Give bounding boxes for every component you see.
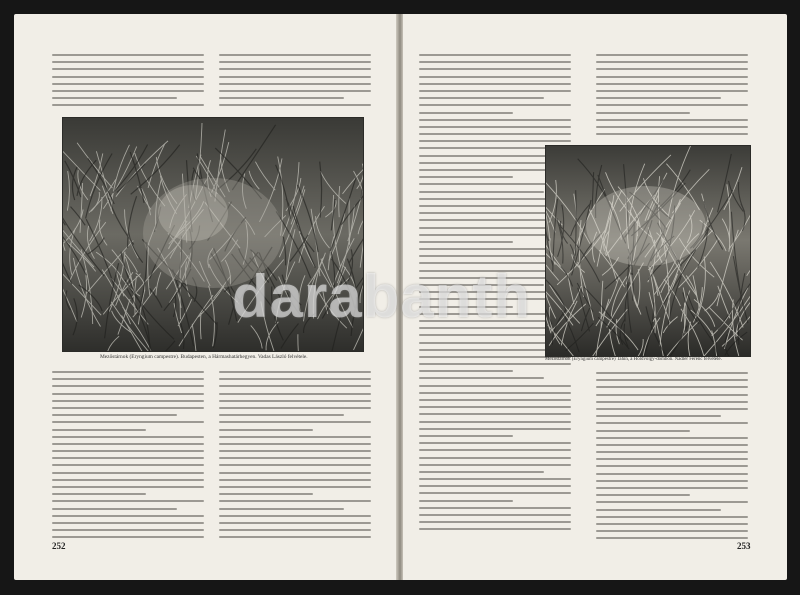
right-col2-bottom-text xyxy=(596,372,748,545)
page-number-right: 253 xyxy=(737,541,751,551)
left-col2-bottom-text xyxy=(219,371,371,544)
page-number-left: 252 xyxy=(52,541,66,551)
right-photo-caption: Mezőstárnok (Eryngium campestre) Tahin, a Holdvölgy-dombon. Nadler Ferenc felvétele. xyxy=(545,357,722,362)
left-photo-caption: Mezőstárnok (Eryngium campestre). Budapesten, a Hármashatárhegyen. Vadas László felvétele. xyxy=(100,354,308,360)
right-photo xyxy=(545,145,751,357)
watermark: darabanth xyxy=(232,263,532,330)
thistle-photo-icon xyxy=(546,146,750,356)
right-col2-top-text xyxy=(596,54,748,140)
left-col1-bottom-text xyxy=(52,371,204,544)
left-col2-top-text xyxy=(219,54,371,112)
left-col1-top-text xyxy=(52,54,204,112)
